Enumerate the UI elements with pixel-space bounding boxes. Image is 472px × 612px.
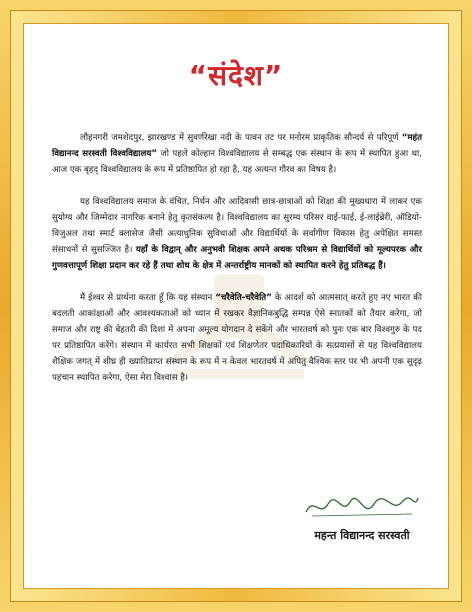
university-name: “महंत विद्यानन्द सरस्वती विश्वविद्यालय” — [52, 133, 422, 159]
message-paper — [24, 24, 448, 588]
faculty-statement: यहाँ के विद्वान् और अनुभवी शिक्षक अपने अथक परिश्रम से विद्यार्थियों को मूल्यपरक और गुणवत्तापूर्ण शिक्षा प्रदान कर रहे हैं तथा शोध के क्षेत्र में अन्तर्राष्ट्रीय मानकों को स्थापित करने हेतु प्रतिबद्ध हैं। — [52, 245, 422, 271]
paragraph-intro: लौहनगरी जमशेदपुर, झारखण्ड में सुवर्णरेखा नदी के पावन तट पर मनोरम प्राकृतिक सौन्दर्य से परिपूर्ण “महंत विद्यानन्द सरस्वती विश्वविद्यालय” जो पहले कोल्हान विश्वविद्यालय से सम्बद्ध एक संस्थान के रूप में स्थापित हुआ था, आज एक बृहद् विश्वविद्यालय के रूप में प्रतिष्ठापित हो रहा है, यह अत्यन्त गौरव का विषय है। — [52, 133, 422, 175]
signer-name: महन्त विद्यानन्द सरस्वती — [314, 529, 410, 542]
handwritten-signature — [302, 490, 422, 524]
paragraph-mission: यह विश्वविद्यालय समाज के वंचित, निर्धन और आदिवासी छात्र-छात्राओं को शिक्षा की मुख्यधारा में लाकर एक सुयोग्य और जिम्मेदार नागरिक बनाने हेतु कृतसंकल्प है। विश्वविद्यालय का सुरम्य परिसर वाई-फाई, ई-लाईब्रेरी, ऑडियो-विजुअल तथा स्मार्ट क्लासेज जैसी अत्याधुनिक सुविधाओं और विद्यार्थियों के सर्वांगीण विकास हेतु अपेक्षित समस्त संसाधनों से सुसज्जित है। यहाँ के विद्वान् और अनुभवी शिक्षक अपने अथक परिश्रम से विद्यार्थियों को मूल्यपरक और गुणवत्तापूर्ण शिक्षा प्रदान कर रहे हैं तथा शोध के क्षेत्र में अन्तर्राष्ट्रीय मानकों को स्थापित करने हेतु प्रतिबद्ध हैं। — [52, 197, 422, 271]
signature-block — [292, 490, 432, 543]
motto: “चरैवेति-चरैवेति” — [215, 293, 272, 303]
message-body — [52, 130, 422, 402]
page-title: “संदेश” — [188, 59, 284, 92]
paragraph-prayer: मैं ईश्वर से प्रार्थना करता हूँ कि यह संस्थान “चरैवेति-चरैवेति” के आदर्श को आत्मसात् करते हुए नए भारत की बदलती आकांक्षाओं और आवश्यकताओं को ध्यान में रखकर वैज्ञानिकबुद्धि सम्पन्न ऐसे स्नातकों को तैयार करेगा, जो समाज और राष्ट्र की बेहतरी की दिशा में अपना अमूल्य योगदान दे सकेंगे और भारतवर्ष को पुनः एक बार विश्वगुरु के पद पर प्रतिष्ठापित करेंगे। संस्थान में कार्यरत सभी शिक्षकों एवं शिक्षणेतर पदाधिकारियों के सत्प्रयासों से यह विश्वविद्यालय शैक्षिक जगत् में शीघ्र ही ख्यातिप्राप्त संस्थान के रूप में न केवल भारतवर्ष में अपितु वैश्विक स्तर पर भी अपनी एक सुदृढ़ पहचान स्थापित करेगा, ऐसा मेरा विश्वास है। — [52, 293, 422, 383]
